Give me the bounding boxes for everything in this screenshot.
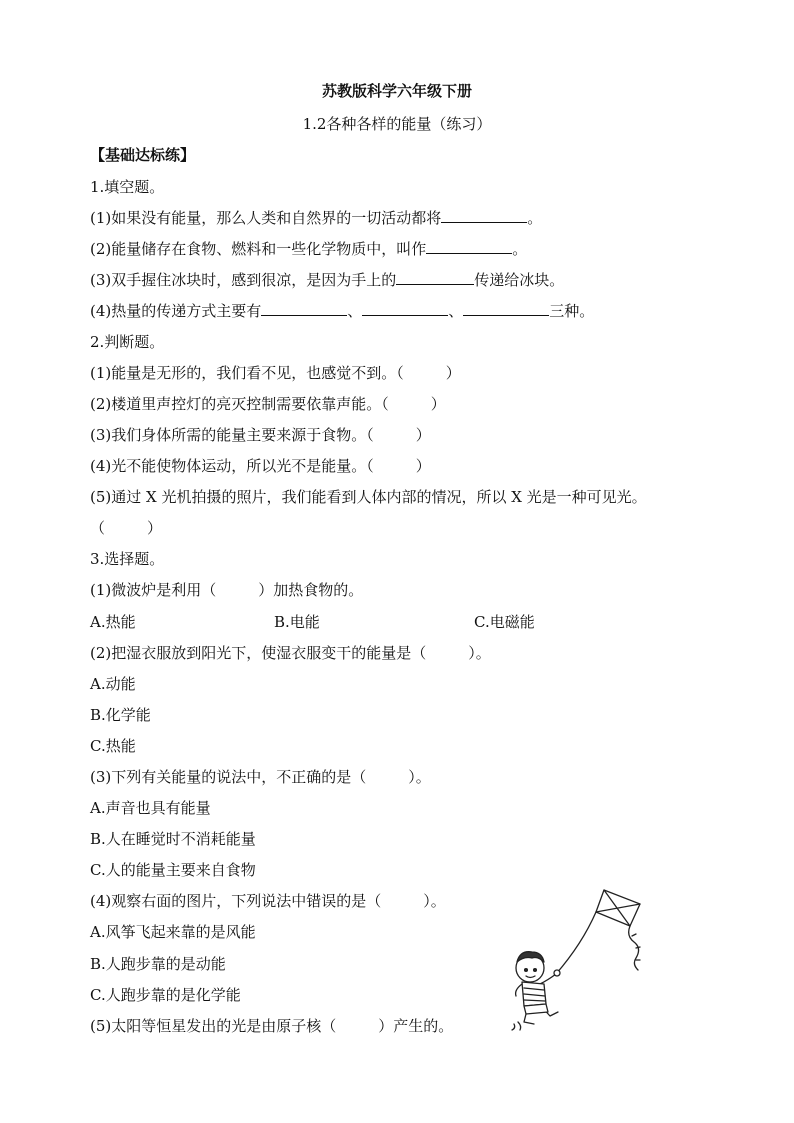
q3-sub4-option-a[interactable]: A.风筝飞起来靠的是风能 xyxy=(90,923,256,941)
q3-sub1-stem: (1)微波炉是利用（ ）加热食物的。 xyxy=(90,581,364,599)
q1-item-4: (4)热量的传递方式主要有 、 、 三种。 xyxy=(90,302,595,320)
document-title: 苏教版科学六年级下册 xyxy=(321,82,472,100)
option-a[interactable]: A.热能 xyxy=(90,613,136,631)
answer-blank[interactable] xyxy=(426,239,512,254)
q2-item-2: (2)楼道里声控灯的亮灭控制需要依靠声能。（ ） xyxy=(90,395,446,413)
q3-sub2-stem: (2)把湿衣服放到阳光下，使湿衣服变干的能量是（ ）。 xyxy=(90,644,491,662)
option-b[interactable]: B.电能 xyxy=(274,613,320,631)
q3-sub3-option-a[interactable]: A.声音也具有能量 xyxy=(90,799,211,817)
q3-sub3-stem: (3)下列有关能量的说法中，不正确的是（ ）。 xyxy=(90,768,431,786)
boy-flying-kite-illustration xyxy=(508,884,658,1032)
answer-blank[interactable] xyxy=(396,270,474,285)
q3-sub5-stem: (5)太阳等恒星发出的光是由原子核（ ）产生的。 xyxy=(90,1017,454,1035)
q2-heading: 2.判断题。 xyxy=(90,333,165,351)
document-subtitle: 1.2各种各样的能量（练习） xyxy=(302,115,492,133)
q1-item-2: (2)能量储存在食物、燃料和一些化学物质中，叫作 。 xyxy=(90,240,528,258)
q2-item-4: (4)光不能使物体运动，所以光不是能量。（ ） xyxy=(90,457,431,475)
q3-sub4-option-b[interactable]: B.人跑步靠的是动能 xyxy=(90,955,226,973)
option-c[interactable]: C.电磁能 xyxy=(474,613,535,631)
q2-item-5: (5)通过 X 光机拍摄的照片，我们能看到人体内部的情况，所以 X 光是一种可见光。 xyxy=(90,488,647,506)
q2-item-3: (3)我们身体所需的能量主要来源于食物。（ ） xyxy=(90,426,431,444)
q3-heading: 3.选择题。 xyxy=(90,550,165,568)
answer-blank[interactable] xyxy=(441,208,527,223)
q2-item-1: (1)能量是无形的，我们看不见，也感觉不到。（ ） xyxy=(90,364,461,382)
q3-sub2-option-b[interactable]: B.化学能 xyxy=(90,706,151,724)
q3-sub3-option-b[interactable]: B.人在睡觉时不消耗能量 xyxy=(90,830,256,848)
q1-item-1: (1)如果没有能量，那么人类和自然界的一切活动都将 。 xyxy=(90,209,543,227)
q3-sub4-stem: (4)观察右面的图片，下列说法中错误的是（ ）。 xyxy=(90,892,446,910)
q1-heading: 1.填空题。 xyxy=(90,178,165,196)
q3-sub3-option-c[interactable]: C.人的能量主要来自食物 xyxy=(90,861,256,879)
q3-sub2-option-c[interactable]: C.热能 xyxy=(90,737,136,755)
answer-blank[interactable] xyxy=(463,301,549,316)
answer-blank[interactable] xyxy=(261,301,347,316)
answer-blank[interactable] xyxy=(362,301,448,316)
section-heading: 【基础达标练】 xyxy=(90,146,196,164)
q3-sub4-option-c[interactable]: C.人跑步靠的是化学能 xyxy=(90,986,241,1004)
q1-item-3: (3)双手握住冰块时，感到很凉，是因为手上的 传递给冰块。 xyxy=(90,271,565,289)
q2-item-5-answer: （ ） xyxy=(90,519,163,537)
q3-sub2-option-a[interactable]: A.动能 xyxy=(90,675,136,693)
